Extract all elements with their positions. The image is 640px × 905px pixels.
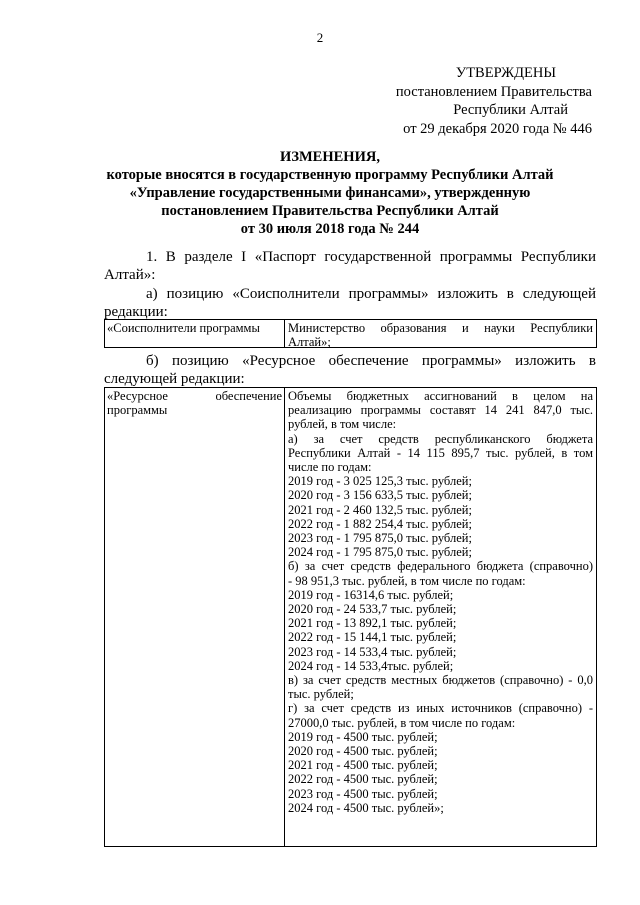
paragraph-line: а) позицию «Соисполнители программы» изложить в следующей [146, 286, 596, 302]
funding-line: числе по годам: [288, 460, 372, 475]
item-a-paragraph [104, 285, 596, 321]
title-line: постановлением Правительства Республики Алтай [161, 203, 499, 219]
funding-line: Объемы бюджетных ассигнований в целом на [288, 389, 593, 403]
page-number: 2 [316, 30, 324, 45]
funding-line: рублей, в том числе: [288, 417, 397, 432]
funding-line: 2023 год - 4500 тыс. рублей; [288, 786, 438, 801]
item-b-paragraph [104, 352, 596, 388]
funding-line: 2020 год - 3 156 633,5 тыс. рублей; [288, 488, 472, 503]
funding-line: 2020 год - 24 533,7 тыс. рублей; [288, 602, 457, 617]
funding-line: 2021 год - 2 460 132,5 тыс. рублей; [288, 502, 472, 517]
funding-line: - 98 951,3 тыс. рублей, в том числе по годам: [288, 573, 526, 588]
table-label-cell [105, 388, 285, 846]
funding-line: в) за счет средств местных бюджетов (справочно) - 0,0 [288, 673, 593, 688]
funding-line: 2022 год - 4500 тыс. рублей; [288, 772, 438, 787]
funding-line: г) за счет средств из иных источников (справочно) - [288, 701, 593, 716]
section-1-paragraph [104, 248, 596, 284]
table-value-line: Министерство образования и науки Республики [288, 321, 593, 335]
funding-details-cell [285, 388, 596, 846]
table-value-line: Алтай»; [288, 335, 331, 349]
approval-heading: УТВЕРЖДЕНЫ [455, 65, 556, 81]
paragraph-line: б) позицию «Ресурсное обеспечение программы» изложить в [146, 353, 596, 369]
title-line: «Управление государственными финансами», утвержденную [129, 185, 531, 201]
paragraph-line: следующей редакции: [104, 371, 245, 387]
paragraph-line: 1. В разделе I «Паспорт государственной программы Республики [146, 249, 596, 265]
funding-line: 2023 год - 14 533,4 тыс. рублей; [288, 644, 457, 659]
co-executors-table [104, 319, 597, 348]
table-label-line: программы [107, 403, 168, 418]
table-label-line: «Ресурсное обеспечение [107, 389, 282, 403]
approval-line: постановлением Правительства [395, 83, 592, 100]
table-value-cell [285, 320, 596, 347]
funding-line: 2021 год - 13 892,1 тыс. рублей; [288, 616, 457, 631]
paragraph-line: Алтай»: [104, 267, 156, 283]
funding-line: 2024 год - 4500 тыс. рублей»; [288, 800, 444, 815]
title-line: от 30 июля 2018 года № 244 [240, 221, 420, 237]
funding-line: 2019 год - 16314,6 тыс. рублей; [288, 587, 454, 602]
funding-line: тыс. рублей; [288, 687, 354, 702]
funding-line: а) за счет средств республиканского бюджета [288, 431, 593, 446]
funding-line: 2024 год - 14 533,4тыс. рублей; [288, 658, 454, 673]
funding-line: б) за счет средств федерального бюджета (справочно) [288, 559, 593, 574]
funding-line: 2024 год - 1 795 875,0 тыс. рублей; [288, 545, 472, 560]
title-line: которые вносятся в государственную программу Республики Алтай [106, 167, 554, 183]
funding-line: 2020 год - 4500 тыс. рублей; [288, 744, 438, 759]
title-heading: ИЗМЕНЕНИЯ, [280, 149, 380, 165]
resource-provision-table [104, 387, 597, 847]
funding-line: 2019 год - 3 025 125,3 тыс. рублей; [288, 474, 472, 489]
paragraph-line: редакции: [104, 304, 168, 320]
funding-line: 2022 год - 15 144,1 тыс. рублей; [288, 630, 457, 645]
funding-line: 27000,0 тыс. рублей, в том числе по годам: [288, 715, 516, 730]
funding-line: 2021 год - 4500 тыс. рублей; [288, 758, 438, 773]
document-title [60, 148, 600, 238]
funding-line: 2019 год - 4500 тыс. рублей; [288, 729, 438, 744]
table-label-cell: «Соисполнители программы [105, 320, 285, 347]
approval-date: от 29 декабря 2020 года № 446 [403, 120, 592, 137]
funding-line: 2022 год - 1 882 254,4 тыс. рублей; [288, 516, 472, 531]
approval-line: Республики Алтай [453, 102, 568, 118]
funding-line: реализацию программы составят 14 241 847,0 тыс. [288, 403, 593, 418]
funding-line: Республики Алтай - 14 115 895,7 тыс. рублей, в том [288, 445, 593, 460]
funding-line: 2023 год - 1 795 875,0 тыс. рублей; [288, 531, 472, 546]
approval-stamp [352, 64, 592, 138]
